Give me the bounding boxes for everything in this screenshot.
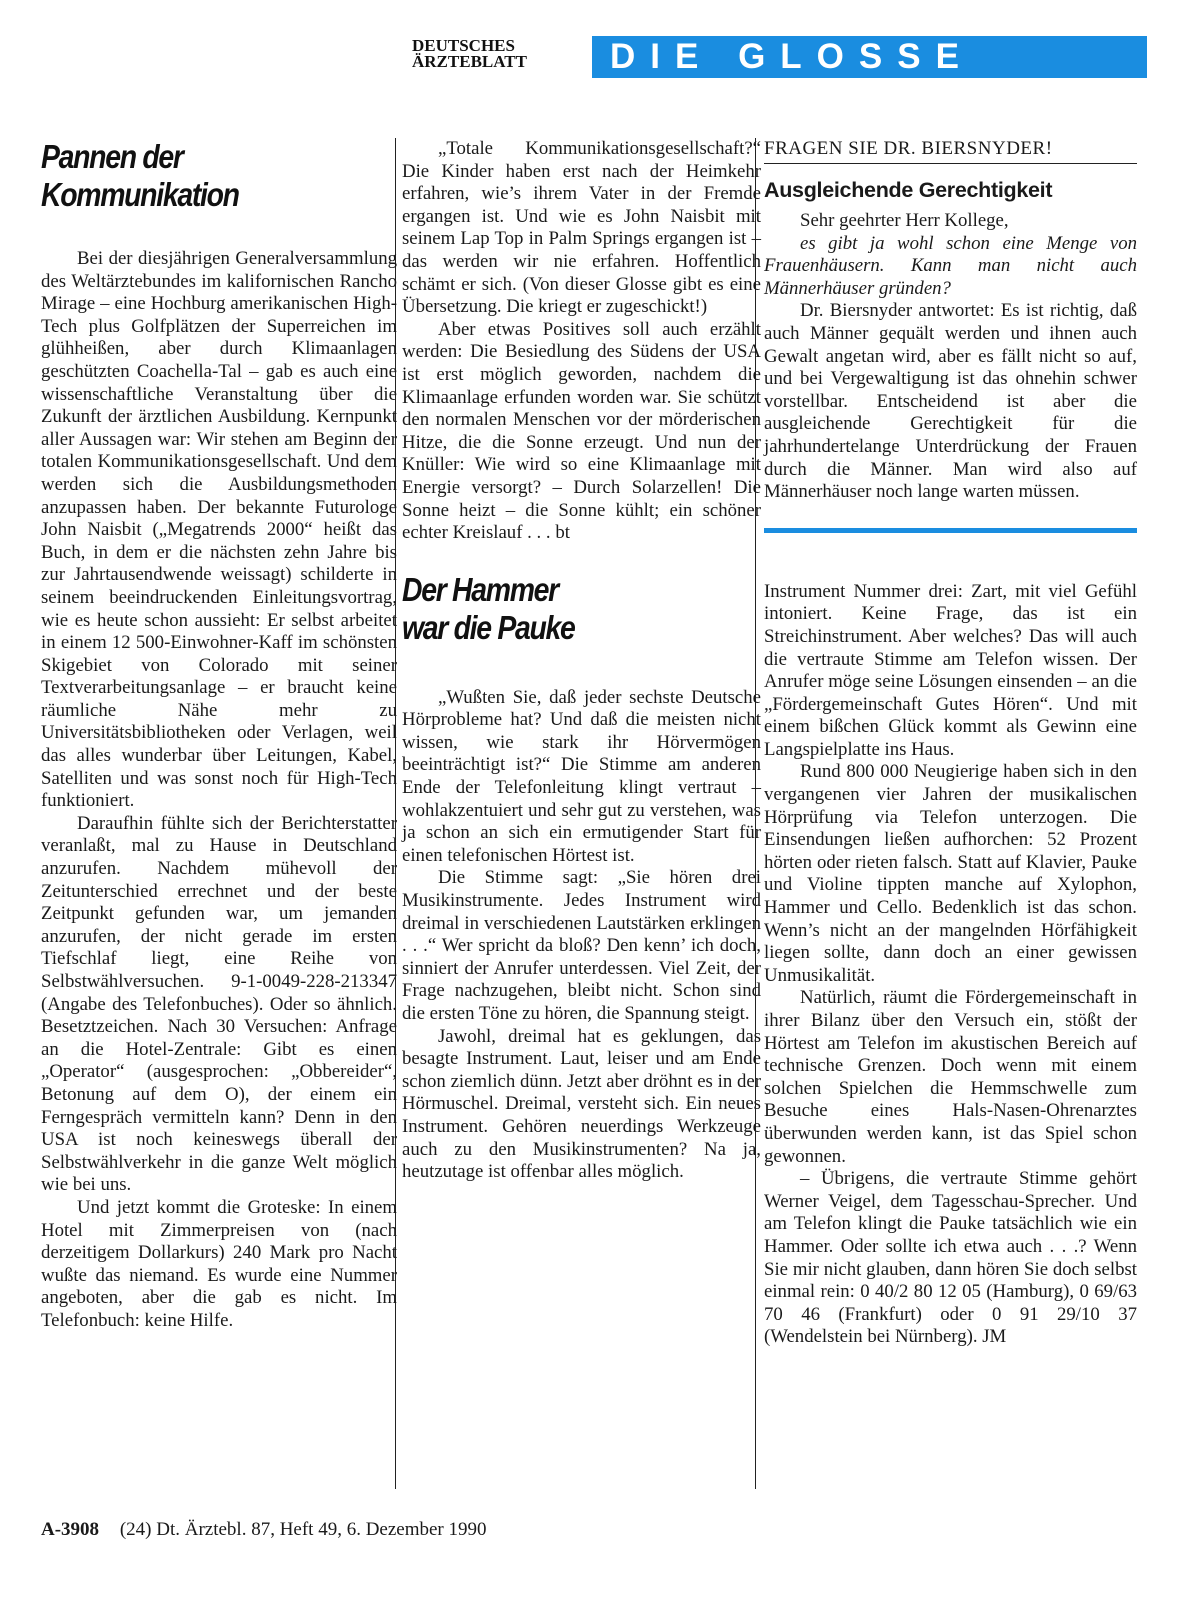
headline-line: Der Hammer: [402, 570, 558, 608]
article-headline: [41, 138, 347, 214]
page-footer: [41, 1519, 487, 1541]
section-title: DIE GLOSSE: [592, 36, 1147, 78]
brand-line-2: ÄRZTEBLATT: [412, 52, 527, 71]
article-paragraph: Die Stimme sagt: „Sie hören drei Musikinstrumente. Jedes Instrument wird dreimal in verschiedenen Lautstärken erklingen . . .“ Wer spricht da bloß? Den kenn’ ich doch, sinniert der Anrufer unterdessen. Viel Zeit, der Frage nachzugehen, bleibt nicht. Schon sind die ersten Töne zu hören, die Spannung steigt.: [402, 867, 761, 1024]
article-paragraph: Daraufhin fühlte sich der Berichterstatter veranlaßt, mal zu Hause in Deutschland anzurufen. Nachdem mühevoll der Zeitunterschied errechnet und der beste Zeitpunkt gefunden war, um jemanden anzurufen, der nicht gerade im ersten Tiefschlaf liegt, eine Reihe von Selbstwählversuchen. 9-1-0049-228-213347 (Angabe des Telefonbuches). Oder so ähnlich. Besetztzeichen. Nach 30 Versuchen: Anfrage an die Hotel-Zentrale: Gibt es einen „Operator“ (ausgesprochen: „Obbereider“, Betonung auf dem O), der einem ein Ferngespräch vermitteln kann? Denn in den USA ist noch keineswegs überall der Selbstwählverkehr in die ganze Welt möglich wie bei uns.: [41, 812, 397, 1196]
letter-salutation: Sehr geehrter Herr Kollege,: [800, 210, 1009, 231]
article-headline: Ausgleichende Gerechtigkeit: [764, 178, 1053, 202]
citation: (24) Dt. Ärztebl. 87, Heft 49, 6. Dezember 1990: [119, 1519, 487, 1540]
headline-line: war die Pauke: [402, 608, 575, 646]
article-paragraph: – Übrigens, die vertraute Stimme gehört Werner Veigel, dem Tagesschau-Sprecher. Und am Telefon klingt die Pauke tatsächlich wie ein Hammer. Oder sollte ich etwa auch . . .? Wenn Sie mir nicht glauben, dann hören Sie doch selbst einmal rein: 0 40/2 80 12 05 (Hamburg), 0 69/63 70 46 (Frankfurt) oder 0 91 29/10 37 (Wendelstein bei Nürnberg). JM: [764, 1168, 1137, 1348]
article-paragraph: Und jetzt kommt die Groteske: In einem Hotel mit Zimmerpreisen von (nach derzeitigem Dollarkurs) 240 Mark pro Nacht wußte das niemand. Es wurde eine Nummer angeboten, aber die gab es nicht. Im Telefonbuch: keine Hilfe.: [41, 1196, 397, 1331]
article-paragraph: Jawohl, dreimal hat es geklungen, das besagte Instrument. Laut, leiser und am Ende schon ziemlich dünn. Jetzt aber dröhnt es in der Hörmuschel. Dreimal, versteht sich. Ein neues Instrument. Gehören neuerdings Werkzeuge auch zu den Musikinstrumenten? Na ja, heutzutage ist offenbar alles möglich.: [402, 1025, 761, 1183]
column-left: [41, 138, 397, 1333]
article-paragraph: Natürlich, räumt die Fördergemeinschaft in ihrer Bilanz über den Versuch ein, stößt der Hörtest am Telefon im akustischen Bereich auf technische Grenzen. Doch wenn mit einem solchen Spielchen die Hemmschwelle zum Besuche eines Hals-Nasen-Ohrenarztes überwunden werden kann, ist das Spiel schon gewonnen.: [764, 987, 1137, 1167]
masthead: [412, 36, 1147, 82]
article-paragraph: Aber etwas Positives soll auch erzählt werden: Die Besiedlung des Südens der USA ist erst möglich geworden, nachdem die Klimaanlage erfunden worden war. Sie schützt den normalen Menschen vor der mörderischen Hitze, die die Sonne erzeugt. Und nun der Knüller: Wie wird so eine Klimaanlage mit Energie versorgt? – Durch Solarzellen! Die Sonne heizt – die Sonne kühlt; ein schöner echter Kreislauf . . . bt: [402, 318, 761, 544]
article-paragraph: „Totale Kommunikationsgesellschaft?“ Die Kinder haben erst nach der Heimkehr erfahren, wie’s ihrem Vater in der Fremde ergangen ist. Und wie es John Naisbit mit seinem Lap Top in Palm Springs ergangen ist – das werden wir nie erfahren. Hoffentlich schämt er sich. (Von dieser Glosse gibt es eine Übersetzung. Die kriegt er zugeschickt!): [402, 138, 761, 318]
brand-logo: [412, 38, 527, 70]
headline-line: Kommunikation: [41, 176, 239, 213]
article-paragraph: Instrument Nummer drei: Zart, mit viel Gefühl intoniert. Keine Frage, das ist ein Streichinstrument. Aber welches? Das will auch die vertraute Stimme am Telefon wissen. Der Anrufer möge seine Lösungen einsenden – an die „Fördergemeinschaft Gutes Hören“. Und mit einem bißchen Glück kommt als Gewinn eine Langspielplatte ins Haus.: [764, 580, 1137, 760]
article-paragraph: Rund 800 000 Neugierige haben sich in den vergangenen vier Jahren der musikalischen Hörprüfung via Telefon unterzogen. Die Einsendungen ließen aufhorchen: 52 Prozent hörten oder rieten falsch. Statt auf Klavier, Pauke und Violine tippten manche auf Xylophon, Hammer und Cello. Bedenklich ist das schon. Wenn’s nicht an der mangelnden Hörfähigkeit liegen sollte, dann doch an einer gewissen Unmusikalität.: [764, 761, 1137, 986]
article-headline: [402, 571, 711, 647]
headline-line: Pannen der: [41, 138, 183, 175]
column-right: [764, 138, 1137, 1349]
column-kicker: FRAGEN SIE DR. BIERSNYDER!: [764, 138, 1137, 164]
letter-answer: Dr. Biersnyder antwortet: Es ist richtig, daß auch Männer gequält werden und ihnen auch Gewalt angetan wird, aber es fällt nicht so auf, und bei Vergewaltigung ist das ohnehin schwer vorstellbar. Entscheidend ist aber die ausgleichende Gerechtigkeit für die jahrhundertelange Unterdrückung der Frauen durch die Männer. Man wird also auf Männerhäuser noch lange warten müssen.: [764, 300, 1137, 503]
brand-line-1: DEUTSCHES: [412, 36, 515, 55]
article-paragraph: Bei der diesjährigen Generalversammlung des Weltärztebundes im kalifornischen Rancho Mirage – eine Hochburg amerikanischen High-Tech plus Golfplätzen der Superreichen im glühheißen, aber durch Klimaanlagen geschützten Coachella-Tal – gab es auch eine wissenschaftliche Veranstaltung über die Zukunft der ärztlichen Ausbildung. Kernpunkt aller Aussagen war: Wir stehen am Beginn der totalen Kommunikationsgesellschaft. Und dem werden sich die Ausbildungsmethoden anzupassen haben. Der bekannte Futurologe John Naisbit („Megatrends 2000“ heißt das Buch, in dem er die nächsten zehn Jahre bis zur Jahrtausendwende weissagt) schilderte in seinem beeindruckenden Einleitungsvortrag, wie es heute schon aussieht: Er selbst arbeitet in einem 12 500-Einwohner-Kaff im schönsten Skigebiet von Colorado mit seiner Textverarbeitungsanlage – er braucht keine räumliche Nähe mehr zu Universitätsbibliotheken oder Verlagen, weil das alles wunderbar über Leitungen, Kabel, Satelliten und was sonst noch für High-Tech funktioniert.: [41, 248, 397, 812]
column-middle: [402, 138, 761, 1184]
letter-question: es gibt ja wohl schon eine Menge von Frauenhäusern. Kann man nicht auch Männerhäuser gründen?: [764, 232, 1137, 299]
section-separator: [764, 528, 1137, 533]
page-number: A-3908: [41, 1519, 100, 1540]
article-paragraph: „Wußten Sie, daß jeder sechste Deutsche Hörprobleme hat? Und daß die meisten nicht wissen, wie stark ihr Hörvermögen beeinträchtigt ist?“ Die Stimme am anderen Ende der Telefonleitung klingt vertraut – wohlakzentuiert und sehr gut zu verstehen, was ja schon an sich ein ermutigender Start für einen telefonischen Hörtest ist.: [402, 686, 761, 866]
